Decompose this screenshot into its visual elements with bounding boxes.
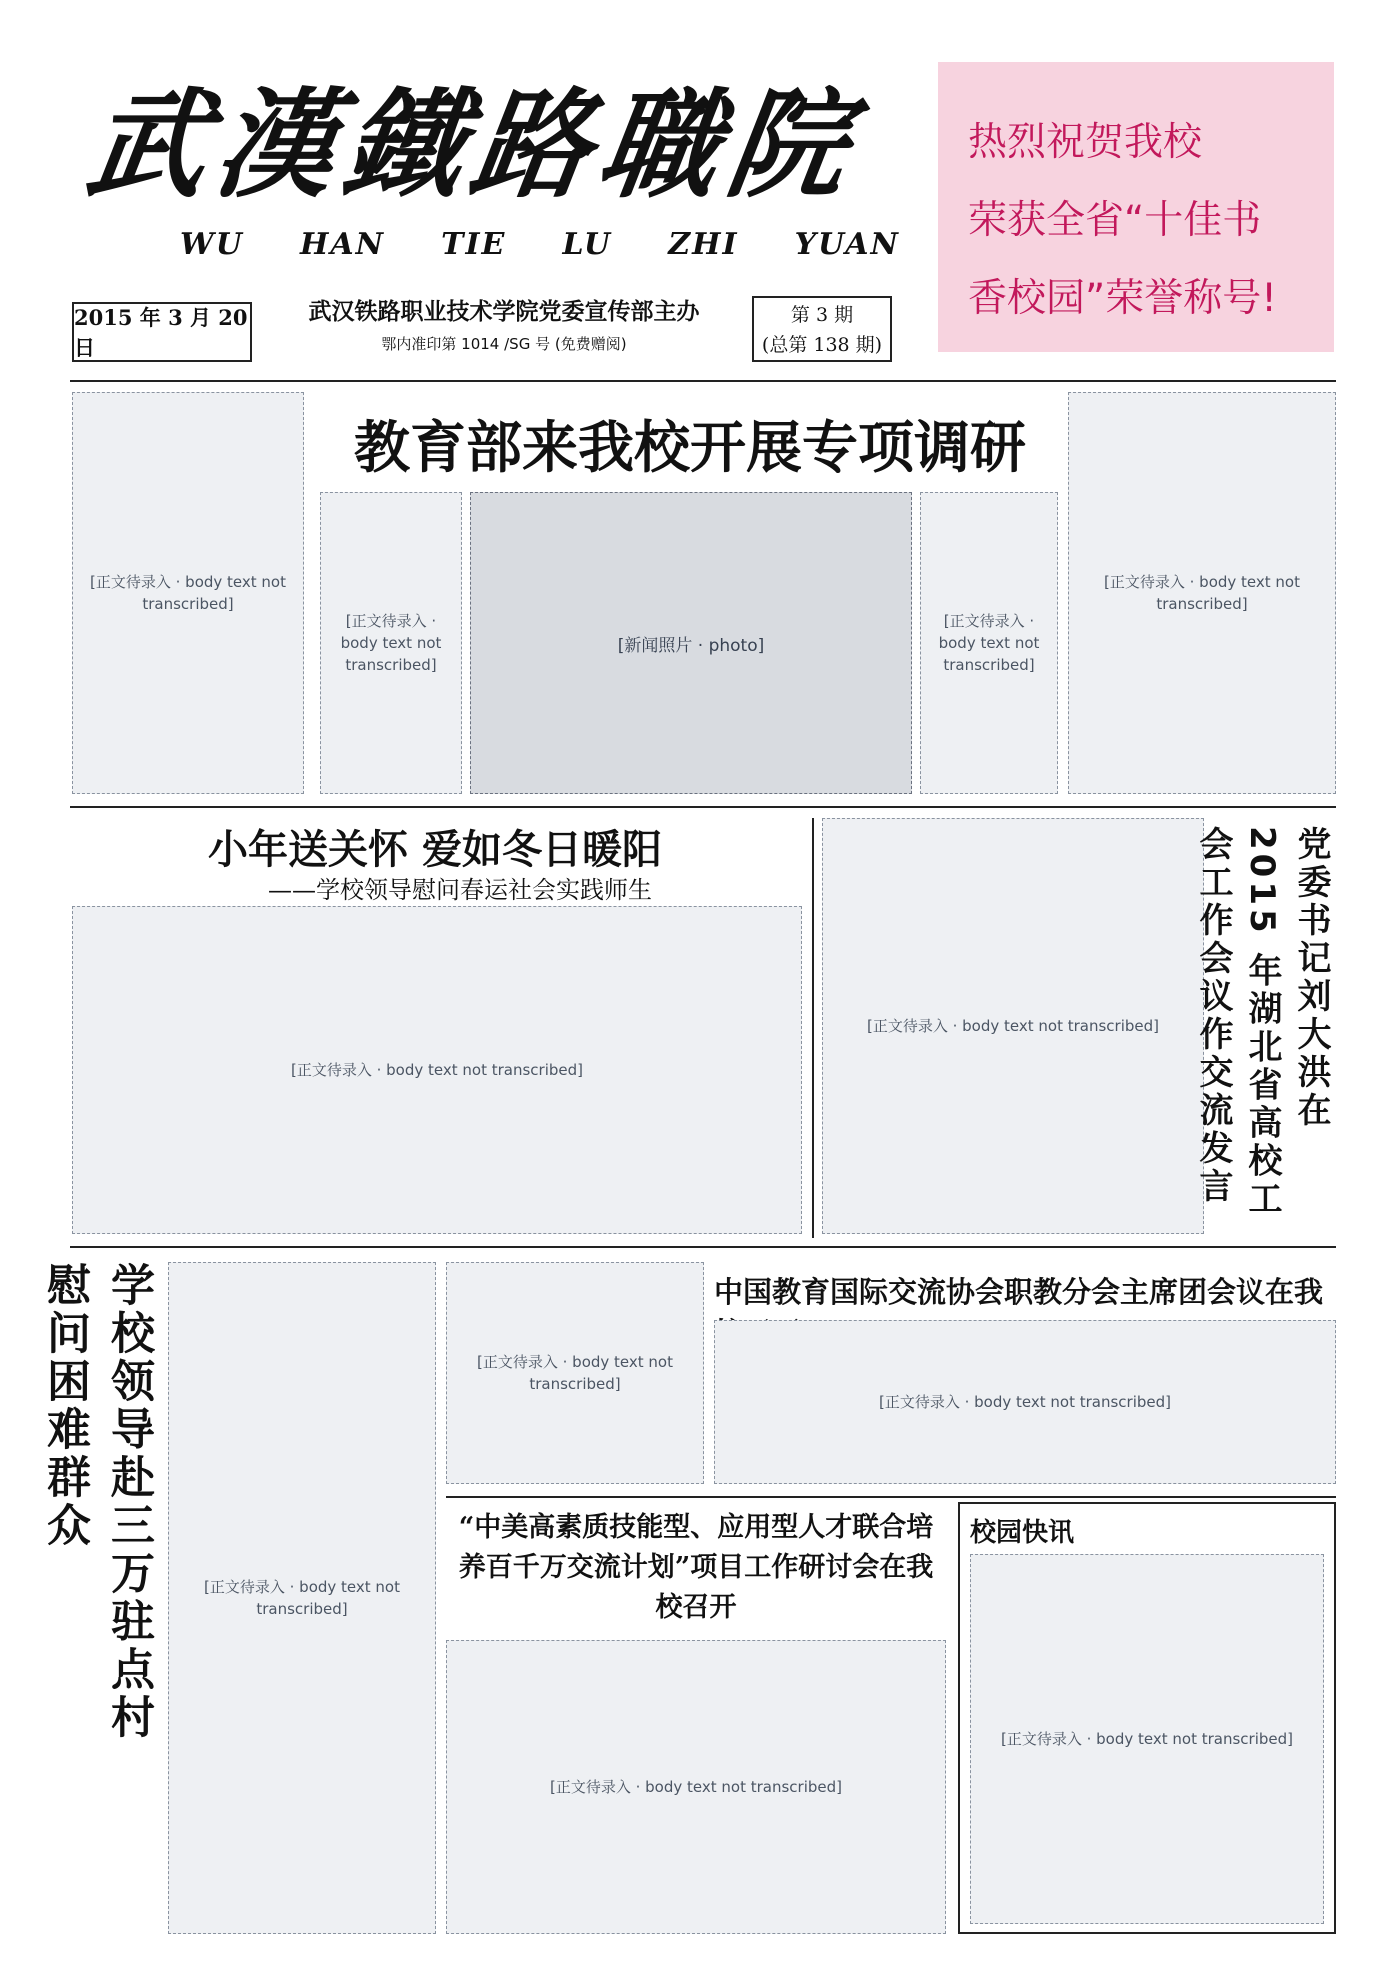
total-issue-number: (总第 138 期): [761, 334, 883, 356]
masthead: [78, 55, 900, 265]
divider: [70, 1246, 1336, 1248]
article-body: [正文待录入 · body text not transcribed]: [920, 492, 1058, 794]
article-body: [正文待录入 · body text not transcribed]: [446, 1262, 704, 1484]
article-body: [正文待录入 · body text not transcribed]: [1068, 392, 1336, 794]
article-headline: 中国教育国际交流协会职教分会主席团会议在我: [714, 1275, 1324, 1309]
congrats-line: 荣获全省“十佳书: [968, 198, 1262, 243]
pinyin-syllable: WU: [180, 227, 244, 262]
pinyin-syllable: ZHI: [668, 227, 739, 262]
masthead-pinyin: [180, 227, 900, 262]
lead-headline: 教育部来我校开展专项调研: [354, 415, 1026, 481]
article-body: [正文待录入 · body text not transcribed]: [320, 492, 462, 794]
pinyin-syllable: LU: [562, 227, 613, 262]
congratulation-box: [938, 62, 1334, 352]
pinyin-syllable: HAN: [299, 227, 386, 262]
divider: [70, 380, 1336, 382]
article-body: [正文待录入 · body text not transcribed]: [72, 392, 304, 794]
publisher-permit: [270, 330, 738, 358]
article-body: [正文待录入 · body text not transcribed]: [168, 1262, 436, 1934]
article-body: [正文待录入 · body text not transcribed]: [72, 906, 802, 1234]
article-headline: “中美高素质技能型、应用型人才联合培养百千万交流计划”项目工作研讨会在我校召开: [458, 1512, 934, 1623]
permit-number: 鄂内准印第 1014 /SG 号: [381, 335, 551, 353]
vertical-headline: 党委书记刘大洪在 2015 年湖北省高校工会工作会议作交流发言: [1193, 826, 1331, 1219]
issue-number: 第 3 期: [790, 304, 854, 326]
issue-date: 2015 年 3 月 20 日: [72, 302, 252, 362]
publisher-block: [270, 294, 738, 358]
campus-news-body: [正文待录入 · body text not transcribed]: [970, 1554, 1324, 1924]
distribution-note: (免费赠阅): [554, 335, 627, 353]
divider: [446, 1496, 1336, 1498]
campus-news-box: [958, 1502, 1336, 1934]
divider: [70, 806, 1336, 808]
issue-number-box: [752, 296, 892, 362]
masthead-title: 武漢鐵路職院: [78, 75, 867, 214]
publisher-name: 武汉铁路职业技术学院党委宣传部主办: [308, 299, 700, 325]
article-body: [正文待录入 · body text not transcribed]: [714, 1320, 1336, 1484]
pinyin-syllable: TIE: [441, 227, 507, 262]
article-body: [正文待录入 · body text not transcribed]: [446, 1640, 946, 1934]
campus-news-title: 校园快讯: [970, 1518, 1075, 1548]
news-photo: [新闻照片 · photo]: [470, 492, 912, 794]
article-body: [正文待录入 · body text not transcribed]: [822, 818, 1204, 1234]
pinyin-syllable: YUAN: [794, 227, 900, 262]
vertical-headline: 学校领导赴三万驻点村慰问困难群众: [39, 1262, 154, 1742]
article-headline: 小年送关怀 爱如冬日暖阳: [208, 826, 662, 873]
congrats-line: 热烈祝贺我校: [968, 120, 1203, 165]
article-subheadline: ——学校领导慰问春运社会实践师生: [268, 876, 652, 904]
congrats-line: 香校园”荣誉称号!: [968, 276, 1277, 321]
column-divider: [812, 818, 814, 1238]
